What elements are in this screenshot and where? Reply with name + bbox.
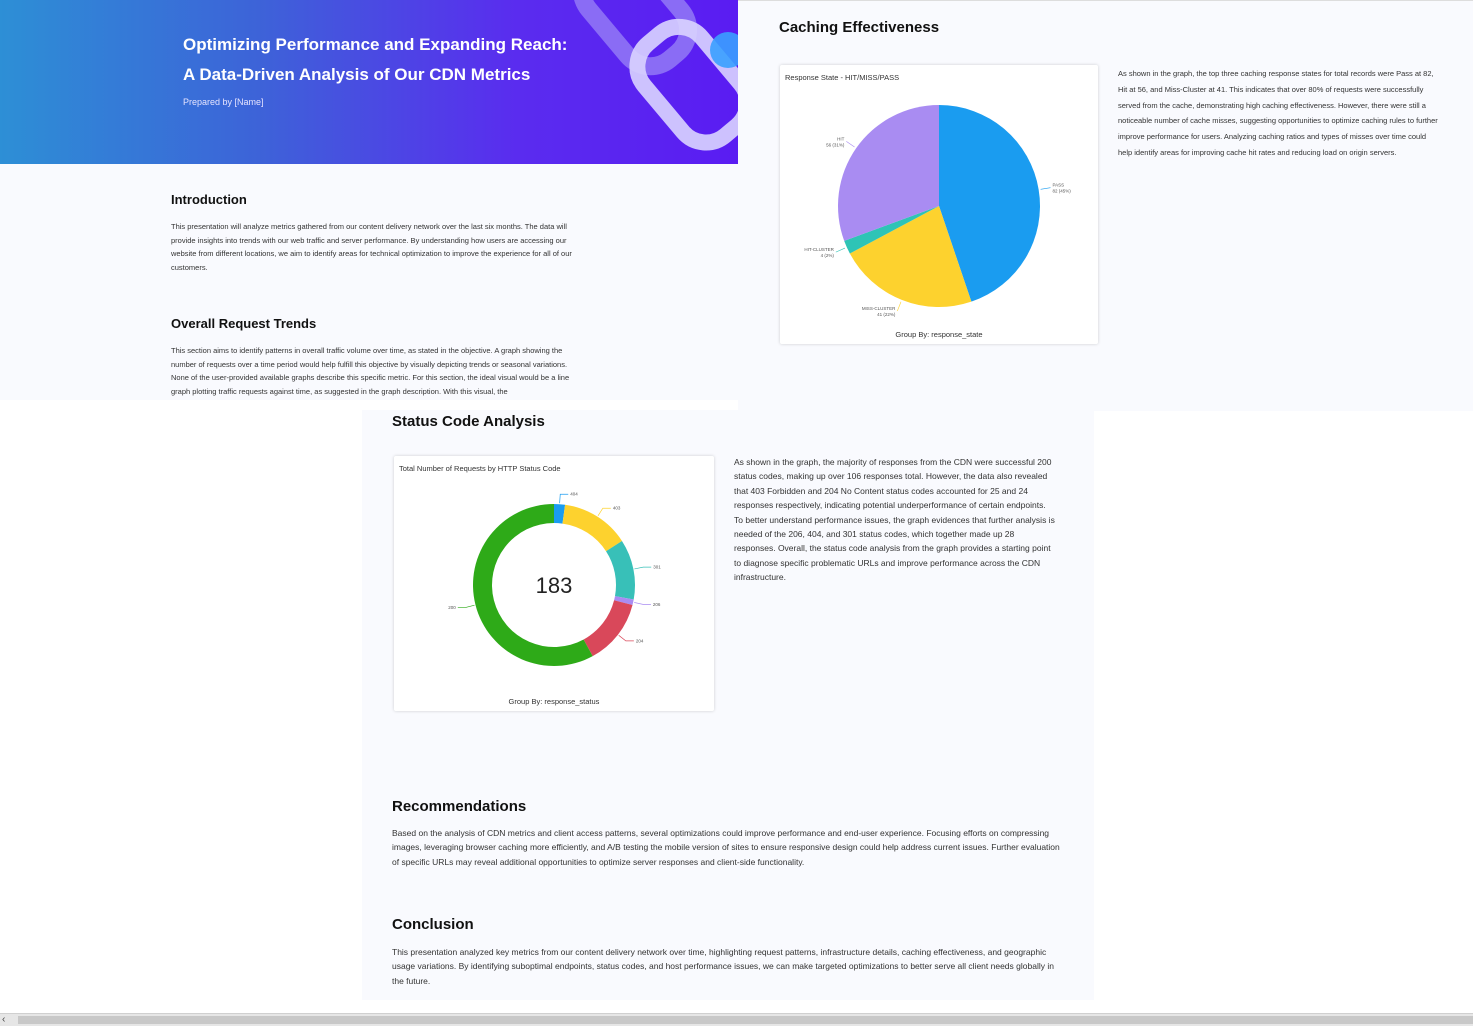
segment-leader-line — [560, 494, 569, 503]
slice-name-label: HIT-CLUSTER — [804, 247, 834, 253]
response-state-pie-chart — [780, 65, 1098, 344]
donut-segment-301[interactable] — [606, 541, 635, 600]
chevron-left-icon[interactable]: ‹ — [2, 1014, 6, 1025]
slice-leader-line — [836, 248, 845, 252]
title-slide-panel — [0, 0, 738, 400]
chart-title: Response State - HIT/MISS/PASS — [785, 73, 900, 82]
donut-total-value: 183 — [535, 573, 573, 598]
segment-label: 206 — [652, 601, 661, 607]
conclusion-heading: Conclusion — [392, 916, 474, 933]
slice-name-label: MISS-CLUSTER — [861, 306, 896, 312]
segment-label: 403 — [612, 505, 621, 511]
request-trends-body: This section aims to identify patterns in overall traffic volume over time, as stated in the objective. A graph showing the number of requests over a time period would help fulfill this objective by visually depicting trends or seasonal variations. None of the user-provided available graphs describe this specific metric. For this section, the ideal visual would be a line graph plotting traffic requests against time, as suggested in the graph description. With this visual, the — [171, 346, 570, 396]
slice-leader-line — [897, 302, 901, 311]
slice-value-label: 82 (45%) — [1052, 188, 1071, 194]
hero-banner — [0, 0, 738, 164]
analysis-panel — [362, 410, 1094, 1000]
recommendations-heading: Recommendations — [392, 798, 527, 815]
title-line-2: A Data-Driven Analysis of Our CDN Metrics — [183, 65, 531, 84]
slice-value-label: 4 (2%) — [820, 253, 834, 259]
slice-leader-line — [1041, 188, 1051, 190]
title-line-1: Optimizing Performance and Expanding Reach: — [183, 35, 568, 54]
slice-name-label: HIT — [837, 136, 845, 142]
status-body: As shown in the graph, the majority of responses from the CDN were successful 200 status codes, making up over 106 responses total. However, the data also revealed that 403 Forbidden and 204 No Content status codes accounted for 25 and 24 responses respectively, indicating potential underperformance of certain endpoints. To better understand performance issues, the graph evidences that further analysis is needed of the 206, 404, and 301 status codes, which together made up 28 responses. Overall, the status code analysis from the graph provides a starting point to diagnose specific problematic URLs and improve performance across the CDN infrastructure. — [734, 457, 1055, 583]
segment-label: 204 — [635, 638, 644, 644]
slice-leader-line — [846, 141, 854, 147]
request-trends-heading: Overall Request Trends — [171, 316, 317, 331]
segment-label: 301 — [653, 564, 661, 570]
chart-title: Total Number of Requests by HTTP Status Code — [399, 464, 561, 473]
status-code-chart-card — [394, 456, 714, 711]
donut-segment-403[interactable] — [562, 505, 621, 552]
presentation-title — [183, 30, 603, 90]
donut-segment-204[interactable] — [584, 600, 633, 656]
introduction-body: This presentation will analyze metrics gathered from our content delivery network over the last six months. The data will provide insights into trends with our web traffic and server performance. By understanding how users are accessing our website from different locations, we aim to identify areas for technical optimization to improve the experience for all of our customers. — [171, 222, 572, 272]
caching-body: As shown in the graph, the top three caching response states for total records were Pass at 82, Hit at 56, and Miss-Cluster at 41. This indicates that over 80% of requests were successfully served from the cache, demonstrating high caching effectiveness. However, there were still a noticeable number of cache misses, suggesting opportunities to optimize caching rules to further improve performance for users. Analyzing caching ratios and types of misses over time could help identify areas for improving cache hit rates and reducing load on origin servers. — [1118, 69, 1438, 157]
slice-value-label: 41 (22%) — [877, 312, 896, 318]
caching-heading: Caching Effectiveness — [779, 19, 940, 36]
slice-value-label: 56 (31%) — [826, 142, 845, 148]
slice-name-label: PASS — [1052, 182, 1065, 188]
segment-leader-line — [634, 602, 651, 604]
caching-panel — [738, 0, 1473, 411]
chart-footer: Group By: response_status — [508, 697, 600, 706]
donut-segment-200[interactable] — [473, 504, 593, 666]
segment-leader-line — [458, 605, 475, 607]
response-state-chart-card — [780, 65, 1098, 344]
status-code-donut-chart — [394, 456, 714, 711]
horizontal-scrollbar[interactable] — [0, 1013, 1473, 1026]
introduction-heading: Introduction — [171, 192, 247, 207]
segment-label: 200 — [448, 604, 456, 610]
chart-footer: Group By: response_state — [895, 330, 983, 339]
conclusion-body: This presentation analyzed key metrics from our content delivery network over time, highlighting request patterns, infrastructure details, caching effectiveness, and geographic usage variations. By identifying suboptimal endpoints, status codes, and host performance issues, we can make targeted optimizations to better serve all client needs globally in the future. — [392, 947, 1054, 986]
recommendations-body: Based on the analysis of CDN metrics and client access patterns, several optimizations could improve performance and end-user experience. Focusing efforts on compressing images, leveraging browser caching more efficiently, and A/B testing the mobile version of sites to ensure responsive design could help address current issues. Further evaluation of specific URLs may reveal additional opportunities to optimize server responses and client-side functionality. — [392, 828, 1060, 867]
segment-leader-line — [619, 635, 634, 641]
segment-leader-line — [634, 567, 651, 569]
segment-label: 404 — [570, 491, 578, 497]
status-heading: Status Code Analysis — [392, 413, 545, 430]
prepared-by: Prepared by [Name] — [183, 97, 264, 107]
segment-leader-line — [598, 508, 611, 516]
scrollbar-thumb[interactable] — [18, 1016, 1473, 1024]
